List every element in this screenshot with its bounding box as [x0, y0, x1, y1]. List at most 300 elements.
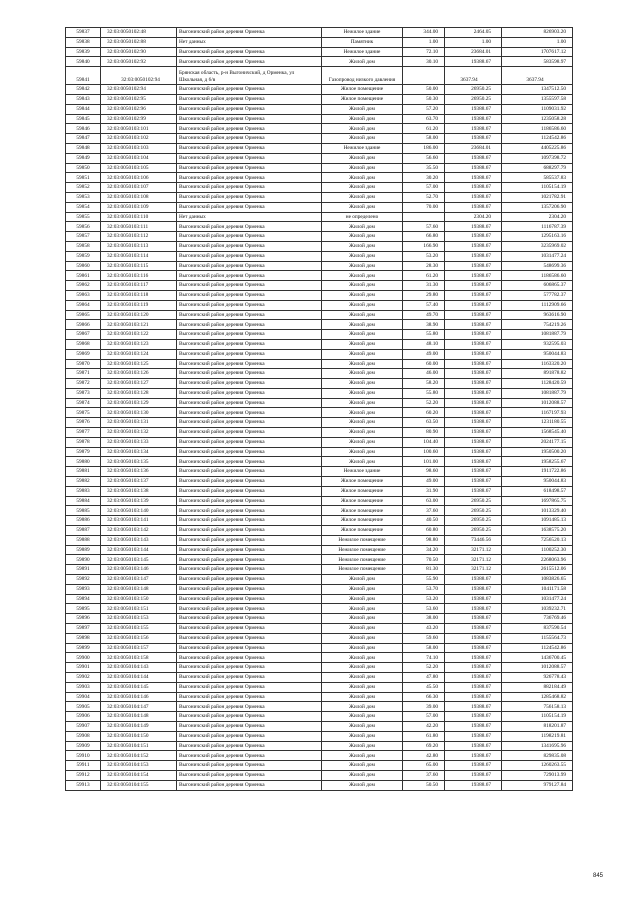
cadastral-value-cell: 837590.54 — [502, 624, 573, 634]
unit-value-cell: 19388.67 — [445, 300, 502, 310]
row-number-cell: 59912 — [66, 770, 101, 780]
row-number-cell: 59899 — [66, 643, 101, 653]
address-cell: Выгоничский район деревня Орменка — [177, 712, 322, 722]
unit-value-cell: 19388.67 — [445, 594, 502, 604]
object-type-cell: Жилой дом — [322, 104, 403, 114]
object-type-cell: Памятник — [322, 37, 403, 47]
row-number-cell: 59863 — [66, 290, 101, 300]
cadastral-number-cell: 32:03:0050104:150 — [101, 731, 177, 741]
cadastral-number-cell: 32:03:0050103:113 — [101, 241, 177, 251]
object-type-cell: Жилой дом — [322, 741, 403, 751]
area-cell: 49.00 — [403, 349, 445, 359]
cadastral-value-cell: 3235969.02 — [502, 241, 573, 251]
unit-value-cell: 19388.67 — [445, 173, 502, 183]
cadastral-value-cell: 1100252.30 — [502, 545, 573, 555]
row-number-cell: 59887 — [66, 526, 101, 536]
row-number-cell: 59839 — [66, 47, 101, 57]
area-cell: 30.20 — [403, 173, 445, 183]
address-cell: Выгоничский район деревня Орменка — [177, 496, 322, 506]
cadastral-number-cell: 32:03:0050103:117 — [101, 281, 177, 291]
cadastral-value-cell: 1109031.92 — [502, 104, 573, 114]
cadastral-number-cell: 32:03:0050103:128 — [101, 388, 177, 398]
table-row — [66, 369, 573, 379]
table-row — [66, 261, 573, 271]
address-cell: Выгоничский район деревня Орменка — [177, 104, 322, 114]
address-cell: Выгоничский район деревня Орменка — [177, 281, 322, 291]
object-type-cell: Нежилое здание — [322, 467, 403, 477]
cadastral-number-cell: 32:03:0050102:94 — [101, 67, 177, 85]
cadastral-value-cell: 1124542.86 — [502, 643, 573, 653]
object-type-cell: Жилой дом — [322, 437, 403, 447]
row-number-cell: 59855 — [66, 212, 101, 222]
unit-value-cell: 19388.67 — [445, 457, 502, 467]
cadastral-value-cell: 1568545.40 — [502, 428, 573, 438]
area-cell: 46.00 — [403, 369, 445, 379]
unit-value-cell: 19388.67 — [445, 604, 502, 614]
address-cell: Выгоничский район деревня Орменка — [177, 516, 322, 526]
object-type-cell: Жилой дом — [322, 663, 403, 673]
address-cell: Выгоничский район деревня Орменка — [177, 47, 322, 57]
row-number-cell: 59869 — [66, 349, 101, 359]
registry-table-container — [65, 27, 573, 791]
object-type-cell: Жилое помещение — [322, 506, 403, 516]
object-type-cell: Жилой дом — [322, 780, 403, 790]
address-cell: Брянская область, р-н Выгоничский, д Орменка, ул Школьная, д 6/в — [177, 67, 322, 85]
table-row — [66, 114, 573, 124]
area-cell: 28.30 — [403, 261, 445, 271]
address-cell: Выгоничский район деревня Орменка — [177, 310, 322, 320]
area-cell: 43.20 — [403, 624, 445, 634]
object-type-cell: Жилой дом — [322, 702, 403, 712]
cadastral-number-cell: 32:03:0050103:109 — [101, 202, 177, 212]
object-type-cell: Жилое помещение — [322, 477, 403, 487]
table-row — [66, 408, 573, 418]
table-row — [66, 271, 573, 281]
object-type-cell: Жилой дом — [322, 369, 403, 379]
row-number-cell: 59909 — [66, 741, 101, 751]
object-type-cell: Газопровод низкого давления — [322, 67, 403, 85]
address-cell: Выгоничский район деревня Орменка — [177, 271, 322, 281]
cadastral-value-cell: 736769.46 — [502, 614, 573, 624]
address-cell: Выгоничский район деревня Орменка — [177, 183, 322, 193]
table-row — [66, 594, 573, 604]
row-number-cell: 59903 — [66, 682, 101, 692]
area-cell: 80.90 — [403, 428, 445, 438]
cadastral-number-cell: 32:03:0050102:90 — [101, 47, 177, 57]
cadastral-number-cell: 32:03:0050103:137 — [101, 477, 177, 487]
address-cell: Выгоничский район деревня Орменка — [177, 653, 322, 663]
area-cell: 344.00 — [403, 28, 445, 38]
area-cell: 30.10 — [403, 57, 445, 67]
cadastral-value-cell: 1295163.16 — [502, 232, 573, 242]
cadastral-value-cell: 1235058.28 — [502, 114, 573, 124]
address-cell: Выгоничский район деревня Орменка — [177, 467, 322, 477]
address-cell: Выгоничский район деревня Орменка — [177, 624, 322, 634]
area-cell: 66.30 — [403, 692, 445, 702]
object-type-cell: Жилой дом — [322, 770, 403, 780]
table-row — [66, 104, 573, 114]
area-cell: 40.50 — [403, 516, 445, 526]
cadastral-value-cell: 1112909.66 — [502, 300, 573, 310]
cadastral-number-cell: 32:03:0050104:144 — [101, 673, 177, 683]
row-number-cell: 59837 — [66, 28, 101, 38]
cadastral-value-cell: 1436700.45 — [502, 653, 573, 663]
area-cell: 57.00 — [403, 712, 445, 722]
object-type-cell: Жилое помещение — [322, 486, 403, 496]
unit-value-cell: 19388.67 — [445, 202, 502, 212]
object-type-cell: Жилой дом — [322, 398, 403, 408]
cadastral-value-cell: 1081887.79 — [502, 388, 573, 398]
table-row — [66, 300, 573, 310]
cadastral-value-cell: 548699.36 — [502, 261, 573, 271]
table-row — [66, 310, 573, 320]
address-cell: Выгоничский район деревня Орменка — [177, 388, 322, 398]
row-number-cell: 59843 — [66, 94, 101, 104]
address-cell: Выгоничский район деревня Орменка — [177, 134, 322, 144]
address-cell: Выгоничский район деревня Орменка — [177, 153, 322, 163]
area-cell: 38.90 — [403, 320, 445, 330]
address-cell: Выгоничский район деревня Орменка — [177, 633, 322, 643]
cadastral-number-cell: 32:03:0050104:145 — [101, 682, 177, 692]
cadastral-number-cell: 32:03:0050103:150 — [101, 594, 177, 604]
address-cell: Выгоничский район деревня Орменка — [177, 192, 322, 202]
cadastral-value-cell: 1186586.60 — [502, 271, 573, 281]
object-type-cell: Жилое помещение — [322, 85, 403, 95]
unit-value-cell: 19388.67 — [445, 418, 502, 428]
row-number-cell: 59861 — [66, 271, 101, 281]
cadastral-value-cell: 1231180.55 — [502, 418, 573, 428]
area-cell: 35.50 — [403, 163, 445, 173]
area-cell: 42.20 — [403, 721, 445, 731]
row-number-cell: 59898 — [66, 633, 101, 643]
row-number-cell: 59870 — [66, 359, 101, 369]
object-type-cell: Нежилое помещение — [322, 565, 403, 575]
area-cell: 58.20 — [403, 379, 445, 389]
object-type-cell: Жилой дом — [322, 457, 403, 467]
object-type-cell: Жилой дом — [322, 192, 403, 202]
table-row — [66, 281, 573, 291]
table-row — [66, 545, 573, 555]
cadastral-number-cell: 32:03:0050103:136 — [101, 467, 177, 477]
cadastral-number-cell: 32:03:0050103:126 — [101, 369, 177, 379]
unit-value-cell: 19388.67 — [445, 271, 502, 281]
cadastral-value-cell: 583598.97 — [502, 57, 573, 67]
object-type-cell: Жилой дом — [322, 349, 403, 359]
address-cell: Выгоничский район деревня Орменка — [177, 349, 322, 359]
area-cell: 55.80 — [403, 388, 445, 398]
area-cell: 57.00 — [403, 183, 445, 193]
cadastral-value-cell: 1021782.91 — [502, 192, 573, 202]
cadastral-value-cell: 950044.83 — [502, 349, 573, 359]
unit-value-cell: 32171.12 — [445, 545, 502, 555]
object-type-cell: Нежилое здание — [322, 28, 403, 38]
unit-value-cell: 19388.67 — [445, 770, 502, 780]
row-number-cell: 59850 — [66, 163, 101, 173]
address-cell: Выгоничский район деревня Орменка — [177, 761, 322, 771]
table-row — [66, 682, 573, 692]
unit-value-cell: 19388.67 — [445, 339, 502, 349]
address-cell: Выгоничский район деревня Орменка — [177, 173, 322, 183]
object-type-cell: Жилой дом — [322, 271, 403, 281]
cadastral-number-cell: 32:03:0050103:105 — [101, 163, 177, 173]
row-number-cell: 59897 — [66, 624, 101, 634]
cadastral-number-cell: 32:03:0050102:88 — [101, 37, 177, 47]
area-cell: 50.50 — [403, 780, 445, 790]
area-cell: 104.40 — [403, 437, 445, 447]
row-number-cell: 59862 — [66, 281, 101, 291]
table-row — [66, 604, 573, 614]
cadastral-value-cell: 1116787.39 — [502, 222, 573, 232]
area-cell: 45.50 — [403, 682, 445, 692]
cadastral-number-cell: 32:03:0050103:110 — [101, 212, 177, 222]
cadastral-number-cell: 32:03:0050103:103 — [101, 143, 177, 153]
table-row — [66, 57, 573, 67]
unit-value-cell: 32171.12 — [445, 565, 502, 575]
address-cell: Выгоничский район деревня Орменка — [177, 721, 322, 731]
area-cell — [403, 212, 445, 222]
table-row — [66, 780, 573, 790]
cadastral-number-cell: 32:03:0050103:102 — [101, 134, 177, 144]
cadastral-number-cell: 32:03:0050103:156 — [101, 633, 177, 643]
unit-value-cell: 32171.12 — [445, 555, 502, 565]
unit-value-cell: 19388.67 — [445, 761, 502, 771]
row-number-cell: 59848 — [66, 143, 101, 153]
cadastral-number-cell: 32:03:0050103:104 — [101, 153, 177, 163]
address-cell: Выгоничский район деревня Орменка — [177, 339, 322, 349]
cadastral-value-cell: 2615512.06 — [502, 565, 573, 575]
cadastral-number-cell: 32:03:0050102:96 — [101, 104, 177, 114]
table-row — [66, 28, 573, 38]
cadastral-value-table — [65, 27, 573, 791]
object-type-cell: Жилой дом — [322, 653, 403, 663]
row-number-cell: 59894 — [66, 594, 101, 604]
object-type-cell: Жилой дом — [322, 241, 403, 251]
cadastral-value-cell: 826903.20 — [502, 28, 573, 38]
table-row — [66, 614, 573, 624]
table-row — [66, 143, 573, 153]
unit-value-cell: 19388.67 — [445, 751, 502, 761]
table-row — [66, 359, 573, 369]
cadastral-number-cell: 32:03:0050103:138 — [101, 486, 177, 496]
area-cell: 70.50 — [403, 555, 445, 565]
unit-value-cell: 26950.25 — [445, 94, 502, 104]
area-cell: 52.70 — [403, 192, 445, 202]
area-cell: 63.70 — [403, 114, 445, 124]
unit-value-cell: 19388.67 — [445, 153, 502, 163]
cadastral-value-cell: 1097398.72 — [502, 153, 573, 163]
area-cell: 63.50 — [403, 418, 445, 428]
cadastral-value-cell: 1341695.96 — [502, 741, 573, 751]
unit-value-cell: 19388.67 — [445, 584, 502, 594]
table-row — [66, 486, 573, 496]
table-row — [66, 447, 573, 457]
object-type-cell: Жилой дом — [322, 692, 403, 702]
unit-value-cell: 19388.67 — [445, 124, 502, 134]
area-cell: 81.30 — [403, 565, 445, 575]
unit-value-cell: 19388.67 — [445, 320, 502, 330]
table-row — [66, 330, 573, 340]
table-row — [66, 398, 573, 408]
address-cell: Выгоничский район деревня Орменка — [177, 163, 322, 173]
cadastral-number-cell: 32:03:0050103:147 — [101, 575, 177, 585]
row-number-cell: 59841 — [66, 67, 101, 85]
unit-value-cell: 19388.67 — [445, 398, 502, 408]
row-number-cell: 59890 — [66, 555, 101, 565]
address-cell: Выгоничский район деревня Орменка — [177, 428, 322, 438]
cadastral-number-cell: 32:03:0050103:146 — [101, 565, 177, 575]
object-type-cell: Жилой дом — [322, 202, 403, 212]
row-number-cell: 59911 — [66, 761, 101, 771]
row-number-cell: 59905 — [66, 702, 101, 712]
object-type-cell: Жилой дом — [322, 721, 403, 731]
unit-value-cell: 19388.67 — [445, 183, 502, 193]
cadastral-number-cell: 32:03:0050103:108 — [101, 192, 177, 202]
object-type-cell: Жилой дом — [322, 163, 403, 173]
area-cell: 52.20 — [403, 398, 445, 408]
area-cell: 61.20 — [403, 271, 445, 281]
unit-value-cell: 19388.67 — [445, 379, 502, 389]
table-row — [66, 251, 573, 261]
row-number-cell: 59866 — [66, 320, 101, 330]
object-type-cell: Нежилое здание — [322, 143, 403, 153]
cadastral-number-cell: 32:03:0050103:129 — [101, 398, 177, 408]
table-row — [66, 506, 573, 516]
cadastral-value-cell: 1357206.90 — [502, 202, 573, 212]
row-number-cell: 59910 — [66, 751, 101, 761]
object-type-cell: Жилой дом — [322, 731, 403, 741]
cadastral-number-cell: 32:03:0050103:101 — [101, 124, 177, 134]
area-cell: 37.60 — [403, 770, 445, 780]
unit-value-cell: 2304.20 — [445, 212, 502, 222]
address-cell: Выгоничский район деревня Орменка — [177, 241, 322, 251]
address-cell: Выгоничский район деревня Орменка — [177, 369, 322, 379]
cadastral-number-cell: 32:03:0050103:124 — [101, 349, 177, 359]
address-cell: Выгоничский район деревня Орменка — [177, 94, 322, 104]
unit-value-cell: 23684.01 — [445, 143, 502, 153]
object-type-cell: Жилой дом — [322, 575, 403, 585]
cadastral-value-cell: 1012088.57 — [502, 398, 573, 408]
cadastral-value-cell: 926778.43 — [502, 673, 573, 683]
unit-value-cell: 26950.25 — [445, 496, 502, 506]
unit-value-cell: 19388.67 — [445, 114, 502, 124]
unit-value-cell: 19388.67 — [445, 673, 502, 683]
address-cell: Выгоничский район деревня Орменка — [177, 418, 322, 428]
cadastral-value-cell: 729013.99 — [502, 770, 573, 780]
area-cell: 49.70 — [403, 310, 445, 320]
table-row — [66, 320, 573, 330]
address-cell: Выгоничский район деревня Орменка — [177, 682, 322, 692]
area-cell: 31.90 — [403, 486, 445, 496]
unit-value-cell: 19388.67 — [445, 575, 502, 585]
cadastral-value-cell: 1124542.86 — [502, 134, 573, 144]
area-cell: 55.80 — [403, 330, 445, 340]
table-row — [66, 643, 573, 653]
table-row — [66, 418, 573, 428]
object-type-cell: Жилой дом — [322, 408, 403, 418]
row-number-cell: 59873 — [66, 388, 101, 398]
cadastral-number-cell: 32:03:0050103:111 — [101, 222, 177, 232]
row-number-cell: 59872 — [66, 379, 101, 389]
object-type-cell: Жилой дом — [322, 594, 403, 604]
row-number-cell: 59895 — [66, 604, 101, 614]
table-row — [66, 761, 573, 771]
cadastral-number-cell: 32:03:0050103:140 — [101, 506, 177, 516]
area-cell: 52.20 — [403, 663, 445, 673]
address-cell: Выгоничский район деревня Орменка — [177, 555, 322, 565]
cadastral-value-cell: 1012088.57 — [502, 663, 573, 673]
area-cell: 58.00 — [403, 134, 445, 144]
object-type-cell: Жилой дом — [322, 633, 403, 643]
cadastral-number-cell: 32:03:0050103:127 — [101, 379, 177, 389]
object-type-cell: Жилой дом — [322, 281, 403, 291]
object-type-cell: Жилое помещение — [322, 94, 403, 104]
unit-value-cell: 2464.05 — [445, 28, 502, 38]
address-cell: Выгоничский район деревня Орменка — [177, 575, 322, 585]
object-type-cell: Жилой дом — [322, 183, 403, 193]
cadastral-number-cell: 32:03:0050104:152 — [101, 751, 177, 761]
cadastral-value-cell: 1081887.79 — [502, 330, 573, 340]
cadastral-value-cell: 1285468.82 — [502, 692, 573, 702]
unit-value-cell: 19388.67 — [445, 653, 502, 663]
table-row — [66, 212, 573, 222]
table-row — [66, 163, 573, 173]
row-number-cell: 59846 — [66, 124, 101, 134]
object-type-cell: Нежилое помещение — [322, 545, 403, 555]
cadastral-number-cell: 32:03:0050104:143 — [101, 663, 177, 673]
table-row — [66, 349, 573, 359]
object-type-cell: Жилой дом — [322, 388, 403, 398]
table-row — [66, 467, 573, 477]
table-row — [66, 624, 573, 634]
area-cell: 1.00 — [403, 37, 445, 47]
address-cell: Выгоничский район деревня Орменка — [177, 663, 322, 673]
area-cell: 72.10 — [403, 47, 445, 57]
unit-value-cell: 19388.67 — [445, 731, 502, 741]
unit-value-cell: 19388.67 — [445, 388, 502, 398]
unit-value-cell: 19388.67 — [445, 780, 502, 790]
cadastral-value-cell: 1039232.71 — [502, 604, 573, 614]
row-number-cell: 59886 — [66, 516, 101, 526]
area-cell: 49.00 — [403, 477, 445, 487]
address-cell: Выгоничский район деревня Орменка — [177, 398, 322, 408]
object-type-cell: Жилой дом — [322, 712, 403, 722]
area-cell: 58.00 — [403, 643, 445, 653]
table-row — [66, 47, 573, 57]
table-row — [66, 339, 573, 349]
cadastral-number-cell: 32:03:0050103:118 — [101, 290, 177, 300]
row-number-cell: 59906 — [66, 712, 101, 722]
table-row — [66, 663, 573, 673]
object-type-cell: Жилой дом — [322, 447, 403, 457]
address-cell: Выгоничский район деревня Орменка — [177, 447, 322, 457]
address-cell: Выгоничский район деревня Орменка — [177, 506, 322, 516]
cadastral-value-cell: 1697865.75 — [502, 496, 573, 506]
area-cell: 31.30 — [403, 281, 445, 291]
table-row — [66, 565, 573, 575]
address-cell: Выгоничский район деревня Орменка — [177, 290, 322, 300]
address-cell: Выгоничский район деревня Орменка — [177, 780, 322, 790]
object-type-cell: Жилой дом — [322, 261, 403, 271]
address-cell: Выгоничский район деревня Орменка — [177, 770, 322, 780]
row-number-cell: 59838 — [66, 37, 101, 47]
area-cell: 61.80 — [403, 731, 445, 741]
unit-value-cell: 19388.67 — [445, 721, 502, 731]
cadastral-number-cell: 32:03:0050103:142 — [101, 526, 177, 536]
address-cell: Выгоничский район деревня Орменка — [177, 565, 322, 575]
unit-value-cell: 19388.67 — [445, 163, 502, 173]
cadastral-value-cell: 585537.83 — [502, 173, 573, 183]
address-cell: Выгоничский район деревня Орменка — [177, 251, 322, 261]
